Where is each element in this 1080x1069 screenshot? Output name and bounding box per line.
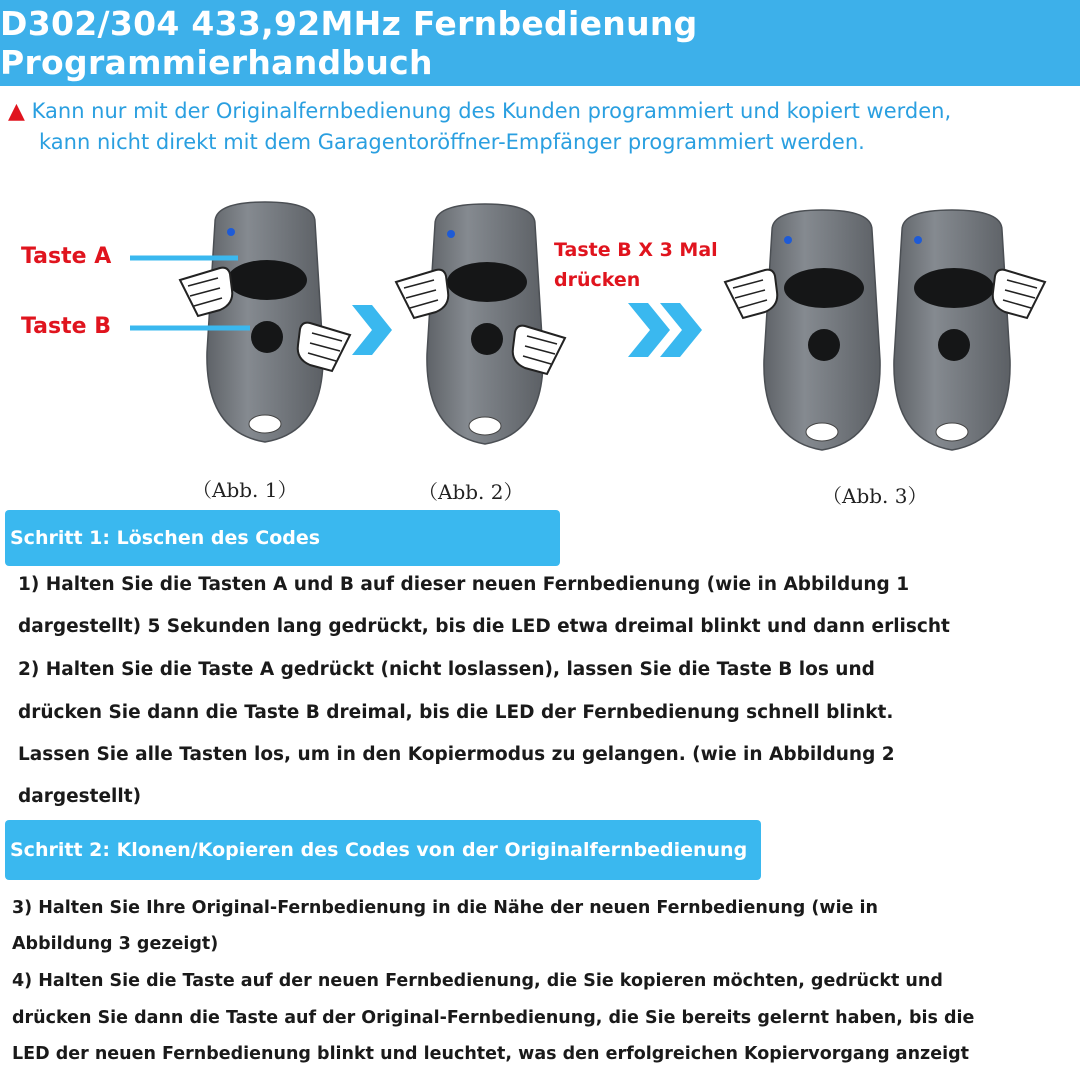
note-line-2: kann nicht direkt mit dem Garagentoröffner-Empfänger programmiert werden. bbox=[39, 130, 865, 154]
step-1-line-1: 1) Halten Sie die Tasten A und B auf dieser neuen Fernbedienung (wie in Abbildung 1 bbox=[18, 574, 910, 595]
hand-icon bbox=[396, 270, 448, 318]
warning-note bbox=[8, 96, 1078, 158]
step-2-line-2: Abbildung 3 gezeigt) bbox=[12, 934, 219, 954]
remote-figure-3-new bbox=[894, 210, 1010, 450]
remote-figure-3-original bbox=[764, 210, 880, 450]
step-2-line-5: LED der neuen Fernbedienung blinkt und leuchtet, was den erfolgreichen Kopiervorgang anzeigt bbox=[12, 1044, 969, 1064]
hand-icon bbox=[725, 270, 777, 318]
label-taste-b: Taste B bbox=[21, 314, 111, 339]
step-1-line-5: Lassen Sie alle Tasten los, um in den Kopiermodus zu gelangen. (wie in Abbildung 2 bbox=[18, 744, 895, 765]
hand-icon bbox=[298, 323, 350, 371]
hand-icon bbox=[993, 270, 1045, 318]
figure-caption-3: （Abb. 3） bbox=[822, 484, 928, 508]
warning-triangle-icon: ▲ bbox=[8, 99, 25, 124]
figure-caption-2: （Abb. 2） bbox=[418, 480, 524, 504]
chevron-right-icon bbox=[352, 305, 392, 355]
press-label-line-2: drücken bbox=[554, 269, 641, 291]
figure-caption-1: （Abb. 1） bbox=[192, 478, 298, 502]
step-2-line-4: drücken Sie dann die Taste auf der Original-Fernbedienung, die Sie bereits gelernt haben, bis die bbox=[12, 1008, 975, 1028]
step-1-heading bbox=[5, 510, 560, 566]
step-2-line-1: 3) Halten Sie Ihre Original-Fernbedienung in die Nähe der neuen Fernbedienung (wie in bbox=[12, 898, 878, 918]
hand-icon bbox=[513, 326, 565, 374]
remote-figure-2 bbox=[427, 204, 543, 444]
label-taste-a: Taste A bbox=[21, 244, 112, 269]
step-2-line-3: 4) Halten Sie die Taste auf der neuen Fernbedienung, die Sie kopieren möchten, gedrückt und bbox=[12, 971, 943, 991]
step-2-title: Schritt 2: Klonen/Kopieren des Codes von der Originalfernbedienung bbox=[10, 839, 748, 861]
step-1-title: Schritt 1: Löschen des Codes bbox=[10, 527, 321, 549]
step-1-line-3: 2) Halten Sie die Taste A gedrückt (nicht loslassen), lassen Sie die Taste B los und bbox=[18, 659, 875, 680]
page-title-banner bbox=[0, 0, 1080, 86]
hand-icon bbox=[180, 268, 232, 316]
step-1-line-4: drücken Sie dann die Taste B dreimal, bis die LED der Fernbedienung schnell blinkt. bbox=[18, 702, 894, 723]
note-line-1: Kann nur mit der Originalfernbedienung des Kunden programmiert und kopiert werden, bbox=[31, 99, 952, 123]
remote-illustrations bbox=[0, 190, 1080, 460]
step-1-line-2: dargestellt) 5 Sekunden lang gedrückt, bis die LED etwa dreimal blinkt und dann erlischt bbox=[18, 616, 950, 637]
press-label-line-1: Taste B X 3 Mal bbox=[554, 239, 718, 261]
page-title: D302/304 433,92MHz Fernbedienung Programmierhandbuch bbox=[0, 4, 698, 82]
double-chevron-right-icon bbox=[628, 303, 702, 357]
step-2-heading bbox=[5, 820, 761, 880]
step-1-line-6: dargestellt) bbox=[18, 786, 142, 807]
